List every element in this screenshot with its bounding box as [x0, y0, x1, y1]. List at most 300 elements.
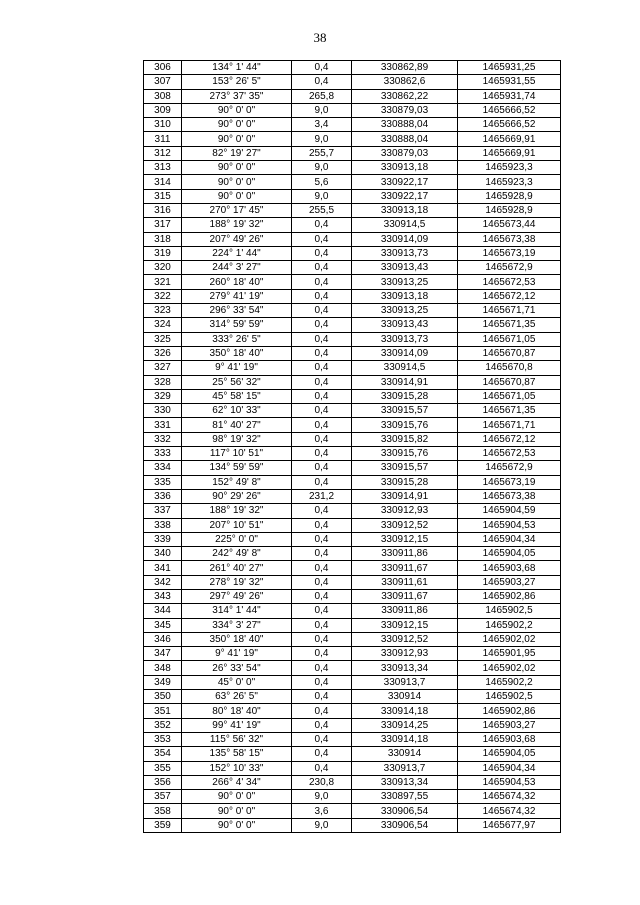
y-coordinate-cell: 1465671,71: [458, 304, 561, 318]
y-coordinate-cell: 1465931,25: [458, 61, 561, 75]
point-number-cell: 306: [144, 61, 182, 75]
point-number-cell: 347: [144, 647, 182, 661]
x-coordinate-cell: 330862,22: [352, 89, 458, 103]
angle-cell: 297° 49' 26": [182, 589, 292, 603]
point-number-cell: 319: [144, 246, 182, 260]
length-cell: 9,0: [292, 161, 352, 175]
angle-cell: 334° 3' 27": [182, 618, 292, 632]
y-coordinate-cell: 1465904,53: [458, 775, 561, 789]
length-cell: 0,4: [292, 675, 352, 689]
y-coordinate-cell: 1465904,59: [458, 504, 561, 518]
table-row: [144, 632, 561, 646]
y-coordinate-cell: 1465672,12: [458, 432, 561, 446]
angle-cell: 153° 26' 5": [182, 75, 292, 89]
length-cell: 0,4: [292, 475, 352, 489]
y-coordinate-cell: 1465928,9: [458, 203, 561, 217]
point-number-cell: 324: [144, 318, 182, 332]
table-row: [144, 504, 561, 518]
table-row: [144, 61, 561, 75]
length-cell: 9,0: [292, 818, 352, 832]
point-number-cell: 340: [144, 547, 182, 561]
point-number-cell: 335: [144, 475, 182, 489]
y-coordinate-cell: 1465928,9: [458, 189, 561, 203]
length-cell: 0,4: [292, 547, 352, 561]
y-coordinate-cell: 1465923,3: [458, 175, 561, 189]
x-coordinate-cell: 330914,09: [352, 346, 458, 360]
y-coordinate-cell: 1465903,68: [458, 732, 561, 746]
y-coordinate-cell: 1465666,52: [458, 118, 561, 132]
x-coordinate-cell: 330913,25: [352, 304, 458, 318]
x-coordinate-cell: 330914,18: [352, 704, 458, 718]
x-coordinate-cell: 330913,18: [352, 161, 458, 175]
angle-cell: 115° 56' 32": [182, 732, 292, 746]
length-cell: 0,4: [292, 418, 352, 432]
angle-cell: 314° 1' 44": [182, 604, 292, 618]
x-coordinate-cell: 330911,67: [352, 561, 458, 575]
point-number-cell: 358: [144, 804, 182, 818]
x-coordinate-cell: 330914,91: [352, 489, 458, 503]
angle-cell: 90° 29' 26": [182, 489, 292, 503]
angle-cell: 26° 33' 54": [182, 661, 292, 675]
table-row: [144, 589, 561, 603]
x-coordinate-cell: 330912,93: [352, 647, 458, 661]
table-row: [144, 261, 561, 275]
length-cell: 0,4: [292, 289, 352, 303]
x-coordinate-cell: 330906,54: [352, 818, 458, 832]
table-row: [144, 790, 561, 804]
table-row: [144, 804, 561, 818]
point-number-cell: 344: [144, 604, 182, 618]
angle-cell: 81° 40' 27": [182, 418, 292, 432]
x-coordinate-cell: 330914,91: [352, 375, 458, 389]
table-row: [144, 418, 561, 432]
point-number-cell: 310: [144, 118, 182, 132]
angle-cell: 350° 18' 40": [182, 632, 292, 646]
point-number-cell: 317: [144, 218, 182, 232]
table-row: [144, 232, 561, 246]
length-cell: 0,4: [292, 375, 352, 389]
point-number-cell: 323: [144, 304, 182, 318]
table-row: [144, 547, 561, 561]
point-number-cell: 315: [144, 189, 182, 203]
x-coordinate-cell: 330913,73: [352, 332, 458, 346]
table-row: [144, 818, 561, 832]
length-cell: 255,5: [292, 203, 352, 217]
length-cell: 0,4: [292, 218, 352, 232]
angle-cell: 279° 41' 19": [182, 289, 292, 303]
length-cell: 255,7: [292, 146, 352, 160]
angle-cell: 90° 0' 0": [182, 103, 292, 117]
angle-cell: 90° 0' 0": [182, 175, 292, 189]
x-coordinate-cell: 330914: [352, 747, 458, 761]
angle-cell: 90° 0' 0": [182, 118, 292, 132]
point-number-cell: 312: [144, 146, 182, 160]
point-number-cell: 313: [144, 161, 182, 175]
point-number-cell: 333: [144, 447, 182, 461]
angle-cell: 224° 1' 44": [182, 246, 292, 260]
y-coordinate-cell: 1465671,35: [458, 318, 561, 332]
x-coordinate-cell: 330922,17: [352, 189, 458, 203]
table-row: [144, 389, 561, 403]
table-row: [144, 732, 561, 746]
y-coordinate-cell: 1465902,5: [458, 690, 561, 704]
x-coordinate-cell: 330913,73: [352, 246, 458, 260]
angle-cell: 82° 19' 27": [182, 146, 292, 160]
table-row: [144, 203, 561, 217]
angle-cell: 270° 17' 45": [182, 203, 292, 217]
table-row: [144, 361, 561, 375]
angle-cell: 350° 18' 40": [182, 346, 292, 360]
x-coordinate-cell: 330862,6: [352, 75, 458, 89]
x-coordinate-cell: 330914,5: [352, 361, 458, 375]
length-cell: 3,6: [292, 804, 352, 818]
angle-cell: 266° 4' 34": [182, 775, 292, 789]
x-coordinate-cell: 330912,15: [352, 532, 458, 546]
x-coordinate-cell: 330897,55: [352, 790, 458, 804]
x-coordinate-cell: 330915,28: [352, 389, 458, 403]
y-coordinate-cell: 1465673,44: [458, 218, 561, 232]
angle-cell: 244° 3' 27": [182, 261, 292, 275]
table-row: [144, 404, 561, 418]
angle-cell: 134° 1' 44": [182, 61, 292, 75]
x-coordinate-cell: 330913,43: [352, 261, 458, 275]
y-coordinate-cell: 1465903,27: [458, 575, 561, 589]
point-number-cell: 337: [144, 504, 182, 518]
y-coordinate-cell: 1465671,35: [458, 404, 561, 418]
length-cell: 0,4: [292, 346, 352, 360]
angle-cell: 9° 41' 19": [182, 361, 292, 375]
x-coordinate-cell: 330913,34: [352, 775, 458, 789]
point-number-cell: 322: [144, 289, 182, 303]
angle-cell: 90° 0' 0": [182, 189, 292, 203]
y-coordinate-cell: 1465902,02: [458, 661, 561, 675]
table-row: [144, 118, 561, 132]
length-cell: 0,4: [292, 75, 352, 89]
y-coordinate-cell: 1465904,34: [458, 761, 561, 775]
length-cell: 0,4: [292, 589, 352, 603]
length-cell: 0,4: [292, 432, 352, 446]
point-number-cell: 351: [144, 704, 182, 718]
x-coordinate-cell: 330915,28: [352, 475, 458, 489]
table-row: [144, 332, 561, 346]
point-number-cell: 354: [144, 747, 182, 761]
y-coordinate-cell: 1465670,87: [458, 346, 561, 360]
angle-cell: 135° 58' 15": [182, 747, 292, 761]
x-coordinate-cell: 330915,76: [352, 447, 458, 461]
angle-cell: 296° 33' 54": [182, 304, 292, 318]
x-coordinate-cell: 330913,25: [352, 275, 458, 289]
table-row: [144, 532, 561, 546]
length-cell: 0,4: [292, 504, 352, 518]
y-coordinate-cell: 1465902,2: [458, 675, 561, 689]
angle-cell: 260° 18' 40": [182, 275, 292, 289]
y-coordinate-cell: 1465902,5: [458, 604, 561, 618]
y-coordinate-cell: 1465669,91: [458, 146, 561, 160]
x-coordinate-cell: 330914,5: [352, 218, 458, 232]
x-coordinate-cell: 330912,15: [352, 618, 458, 632]
table-row: [144, 289, 561, 303]
y-coordinate-cell: 1465903,27: [458, 718, 561, 732]
length-cell: 9,0: [292, 790, 352, 804]
point-number-cell: 338: [144, 518, 182, 532]
length-cell: 9,0: [292, 189, 352, 203]
table-row: [144, 346, 561, 360]
angle-cell: 90° 0' 0": [182, 132, 292, 146]
angle-cell: 188° 19' 32": [182, 218, 292, 232]
length-cell: 0,4: [292, 532, 352, 546]
table-row: [144, 489, 561, 503]
length-cell: 0,4: [292, 661, 352, 675]
angle-cell: 225° 0' 0": [182, 532, 292, 546]
point-number-cell: 331: [144, 418, 182, 432]
y-coordinate-cell: 1465902,86: [458, 704, 561, 718]
table-row: [144, 432, 561, 446]
y-coordinate-cell: 1465904,05: [458, 747, 561, 761]
x-coordinate-cell: 330914: [352, 690, 458, 704]
x-coordinate-cell: 330913,7: [352, 761, 458, 775]
angle-cell: 134° 59' 59": [182, 461, 292, 475]
length-cell: 0,4: [292, 261, 352, 275]
y-coordinate-cell: 1465902,2: [458, 618, 561, 632]
length-cell: 0,4: [292, 561, 352, 575]
point-number-cell: 318: [144, 232, 182, 246]
y-coordinate-cell: 1465673,38: [458, 489, 561, 503]
table-row: [144, 775, 561, 789]
x-coordinate-cell: 330912,93: [352, 504, 458, 518]
length-cell: 5,6: [292, 175, 352, 189]
y-coordinate-cell: 1465904,53: [458, 518, 561, 532]
length-cell: 0,4: [292, 575, 352, 589]
table-row: [144, 690, 561, 704]
x-coordinate-cell: 330906,54: [352, 804, 458, 818]
angle-cell: 278° 19' 32": [182, 575, 292, 589]
table-row: [144, 175, 561, 189]
table-row: [144, 218, 561, 232]
length-cell: 0,4: [292, 704, 352, 718]
angle-cell: 80° 18' 40": [182, 704, 292, 718]
y-coordinate-cell: 1465901,95: [458, 647, 561, 661]
table-row: [144, 103, 561, 117]
table-body: [144, 61, 561, 833]
x-coordinate-cell: 330914,18: [352, 732, 458, 746]
x-coordinate-cell: 330911,61: [352, 575, 458, 589]
x-coordinate-cell: 330913,18: [352, 203, 458, 217]
table-row: [144, 475, 561, 489]
x-coordinate-cell: 330912,52: [352, 632, 458, 646]
length-cell: 0,4: [292, 404, 352, 418]
x-coordinate-cell: 330913,34: [352, 661, 458, 675]
length-cell: 0,4: [292, 604, 352, 618]
x-coordinate-cell: 330915,76: [352, 418, 458, 432]
point-number-cell: 334: [144, 461, 182, 475]
x-coordinate-cell: 330911,67: [352, 589, 458, 603]
angle-cell: 25° 56' 32": [182, 375, 292, 389]
point-number-cell: 320: [144, 261, 182, 275]
angle-cell: 90° 0' 0": [182, 804, 292, 818]
y-coordinate-cell: 1465673,38: [458, 232, 561, 246]
table-row: [144, 747, 561, 761]
table-row: [144, 246, 561, 260]
point-number-cell: 353: [144, 732, 182, 746]
table-row: [144, 518, 561, 532]
angle-cell: 273° 37' 35": [182, 89, 292, 103]
length-cell: 0,4: [292, 318, 352, 332]
x-coordinate-cell: 330913,18: [352, 289, 458, 303]
y-coordinate-cell: 1465671,71: [458, 418, 561, 432]
y-coordinate-cell: 1465671,05: [458, 332, 561, 346]
table-row: [144, 761, 561, 775]
x-coordinate-cell: 330915,57: [352, 461, 458, 475]
length-cell: 0,4: [292, 389, 352, 403]
angle-cell: 9° 41' 19": [182, 647, 292, 661]
table-row: [144, 647, 561, 661]
table-row: [144, 675, 561, 689]
x-coordinate-cell: 330913,7: [352, 675, 458, 689]
table-row: [144, 704, 561, 718]
table-row: [144, 89, 561, 103]
y-coordinate-cell: 1465673,19: [458, 246, 561, 260]
length-cell: 0,4: [292, 761, 352, 775]
angle-cell: 207° 49' 26": [182, 232, 292, 246]
y-coordinate-cell: 1465672,9: [458, 461, 561, 475]
table-row: [144, 318, 561, 332]
table-row: [144, 604, 561, 618]
point-number-cell: 357: [144, 790, 182, 804]
table-row: [144, 161, 561, 175]
length-cell: 0,4: [292, 332, 352, 346]
angle-cell: 45° 58' 15": [182, 389, 292, 403]
length-cell: 0,4: [292, 361, 352, 375]
x-coordinate-cell: 330915,57: [352, 404, 458, 418]
length-cell: 0,4: [292, 690, 352, 704]
x-coordinate-cell: 330912,52: [352, 518, 458, 532]
point-number-cell: 345: [144, 618, 182, 632]
x-coordinate-cell: 330879,03: [352, 146, 458, 160]
angle-cell: 98° 19' 32": [182, 432, 292, 446]
length-cell: 0,4: [292, 618, 352, 632]
angle-cell: 99° 41' 19": [182, 718, 292, 732]
length-cell: 0,4: [292, 275, 352, 289]
length-cell: 0,4: [292, 461, 352, 475]
y-coordinate-cell: 1465672,53: [458, 447, 561, 461]
length-cell: 0,4: [292, 61, 352, 75]
angle-cell: 63° 26' 5": [182, 690, 292, 704]
y-coordinate-cell: 1465904,34: [458, 532, 561, 546]
point-number-cell: 339: [144, 532, 182, 546]
point-number-cell: 332: [144, 432, 182, 446]
y-coordinate-cell: 1465673,19: [458, 475, 561, 489]
length-cell: 0,4: [292, 718, 352, 732]
table-row: [144, 561, 561, 575]
y-coordinate-cell: 1465904,05: [458, 547, 561, 561]
angle-cell: 314° 59' 59": [182, 318, 292, 332]
angle-cell: 90° 0' 0": [182, 790, 292, 804]
point-number-cell: 321: [144, 275, 182, 289]
table-row: [144, 132, 561, 146]
y-coordinate-cell: 1465931,74: [458, 89, 561, 103]
x-coordinate-cell: 330911,86: [352, 547, 458, 561]
y-coordinate-cell: 1465672,9: [458, 261, 561, 275]
length-cell: 265,8: [292, 89, 352, 103]
angle-cell: 90° 0' 0": [182, 161, 292, 175]
angle-cell: 152° 10' 33": [182, 761, 292, 775]
point-number-cell: 314: [144, 175, 182, 189]
angle-cell: 333° 26' 5": [182, 332, 292, 346]
y-coordinate-cell: 1465677,97: [458, 818, 561, 832]
point-number-cell: 356: [144, 775, 182, 789]
length-cell: 0,4: [292, 747, 352, 761]
x-coordinate-cell: 330911,86: [352, 604, 458, 618]
angle-cell: 152° 49' 8": [182, 475, 292, 489]
angle-cell: 188° 19' 32": [182, 504, 292, 518]
table-row: [144, 189, 561, 203]
point-number-cell: 341: [144, 561, 182, 575]
length-cell: 0,4: [292, 246, 352, 260]
point-number-cell: 336: [144, 489, 182, 503]
y-coordinate-cell: 1465669,91: [458, 132, 561, 146]
length-cell: 0,4: [292, 632, 352, 646]
y-coordinate-cell: 1465903,68: [458, 561, 561, 575]
table-row: [144, 461, 561, 475]
x-coordinate-cell: 330888,04: [352, 118, 458, 132]
point-number-cell: 350: [144, 690, 182, 704]
angle-cell: 261° 40' 27": [182, 561, 292, 575]
y-coordinate-cell: 1465672,53: [458, 275, 561, 289]
point-number-cell: 308: [144, 89, 182, 103]
length-cell: 0,4: [292, 518, 352, 532]
length-cell: 9,0: [292, 103, 352, 117]
angle-cell: 90° 0' 0": [182, 818, 292, 832]
length-cell: 0,4: [292, 232, 352, 246]
y-coordinate-cell: 1465670,87: [458, 375, 561, 389]
point-number-cell: 328: [144, 375, 182, 389]
point-number-cell: 330: [144, 404, 182, 418]
point-number-cell: 348: [144, 661, 182, 675]
point-number-cell: 352: [144, 718, 182, 732]
y-coordinate-cell: 1465671,05: [458, 389, 561, 403]
point-number-cell: 326: [144, 346, 182, 360]
angle-cell: 242° 49' 8": [182, 547, 292, 561]
x-coordinate-cell: 330862,89: [352, 61, 458, 75]
y-coordinate-cell: 1465672,12: [458, 289, 561, 303]
y-coordinate-cell: 1465923,3: [458, 161, 561, 175]
length-cell: 3,4: [292, 118, 352, 132]
point-number-cell: 359: [144, 818, 182, 832]
length-cell: 0,4: [292, 647, 352, 661]
point-number-cell: 325: [144, 332, 182, 346]
length-cell: 231,2: [292, 489, 352, 503]
y-coordinate-cell: 1465670,8: [458, 361, 561, 375]
length-cell: 0,4: [292, 732, 352, 746]
length-cell: 0,4: [292, 447, 352, 461]
angle-cell: 117° 10' 51": [182, 447, 292, 461]
point-number-cell: 307: [144, 75, 182, 89]
table-row: [144, 146, 561, 160]
table-row: [144, 275, 561, 289]
y-coordinate-cell: 1465674,32: [458, 790, 561, 804]
table-row: [144, 447, 561, 461]
x-coordinate-cell: 330879,03: [352, 103, 458, 117]
table-row: [144, 304, 561, 318]
angle-cell: 45° 0' 0": [182, 675, 292, 689]
point-number-cell: 349: [144, 675, 182, 689]
point-number-cell: 327: [144, 361, 182, 375]
point-number-cell: 346: [144, 632, 182, 646]
point-number-cell: 329: [144, 389, 182, 403]
point-number-cell: 343: [144, 589, 182, 603]
point-number-cell: 311: [144, 132, 182, 146]
y-coordinate-cell: 1465931,55: [458, 75, 561, 89]
